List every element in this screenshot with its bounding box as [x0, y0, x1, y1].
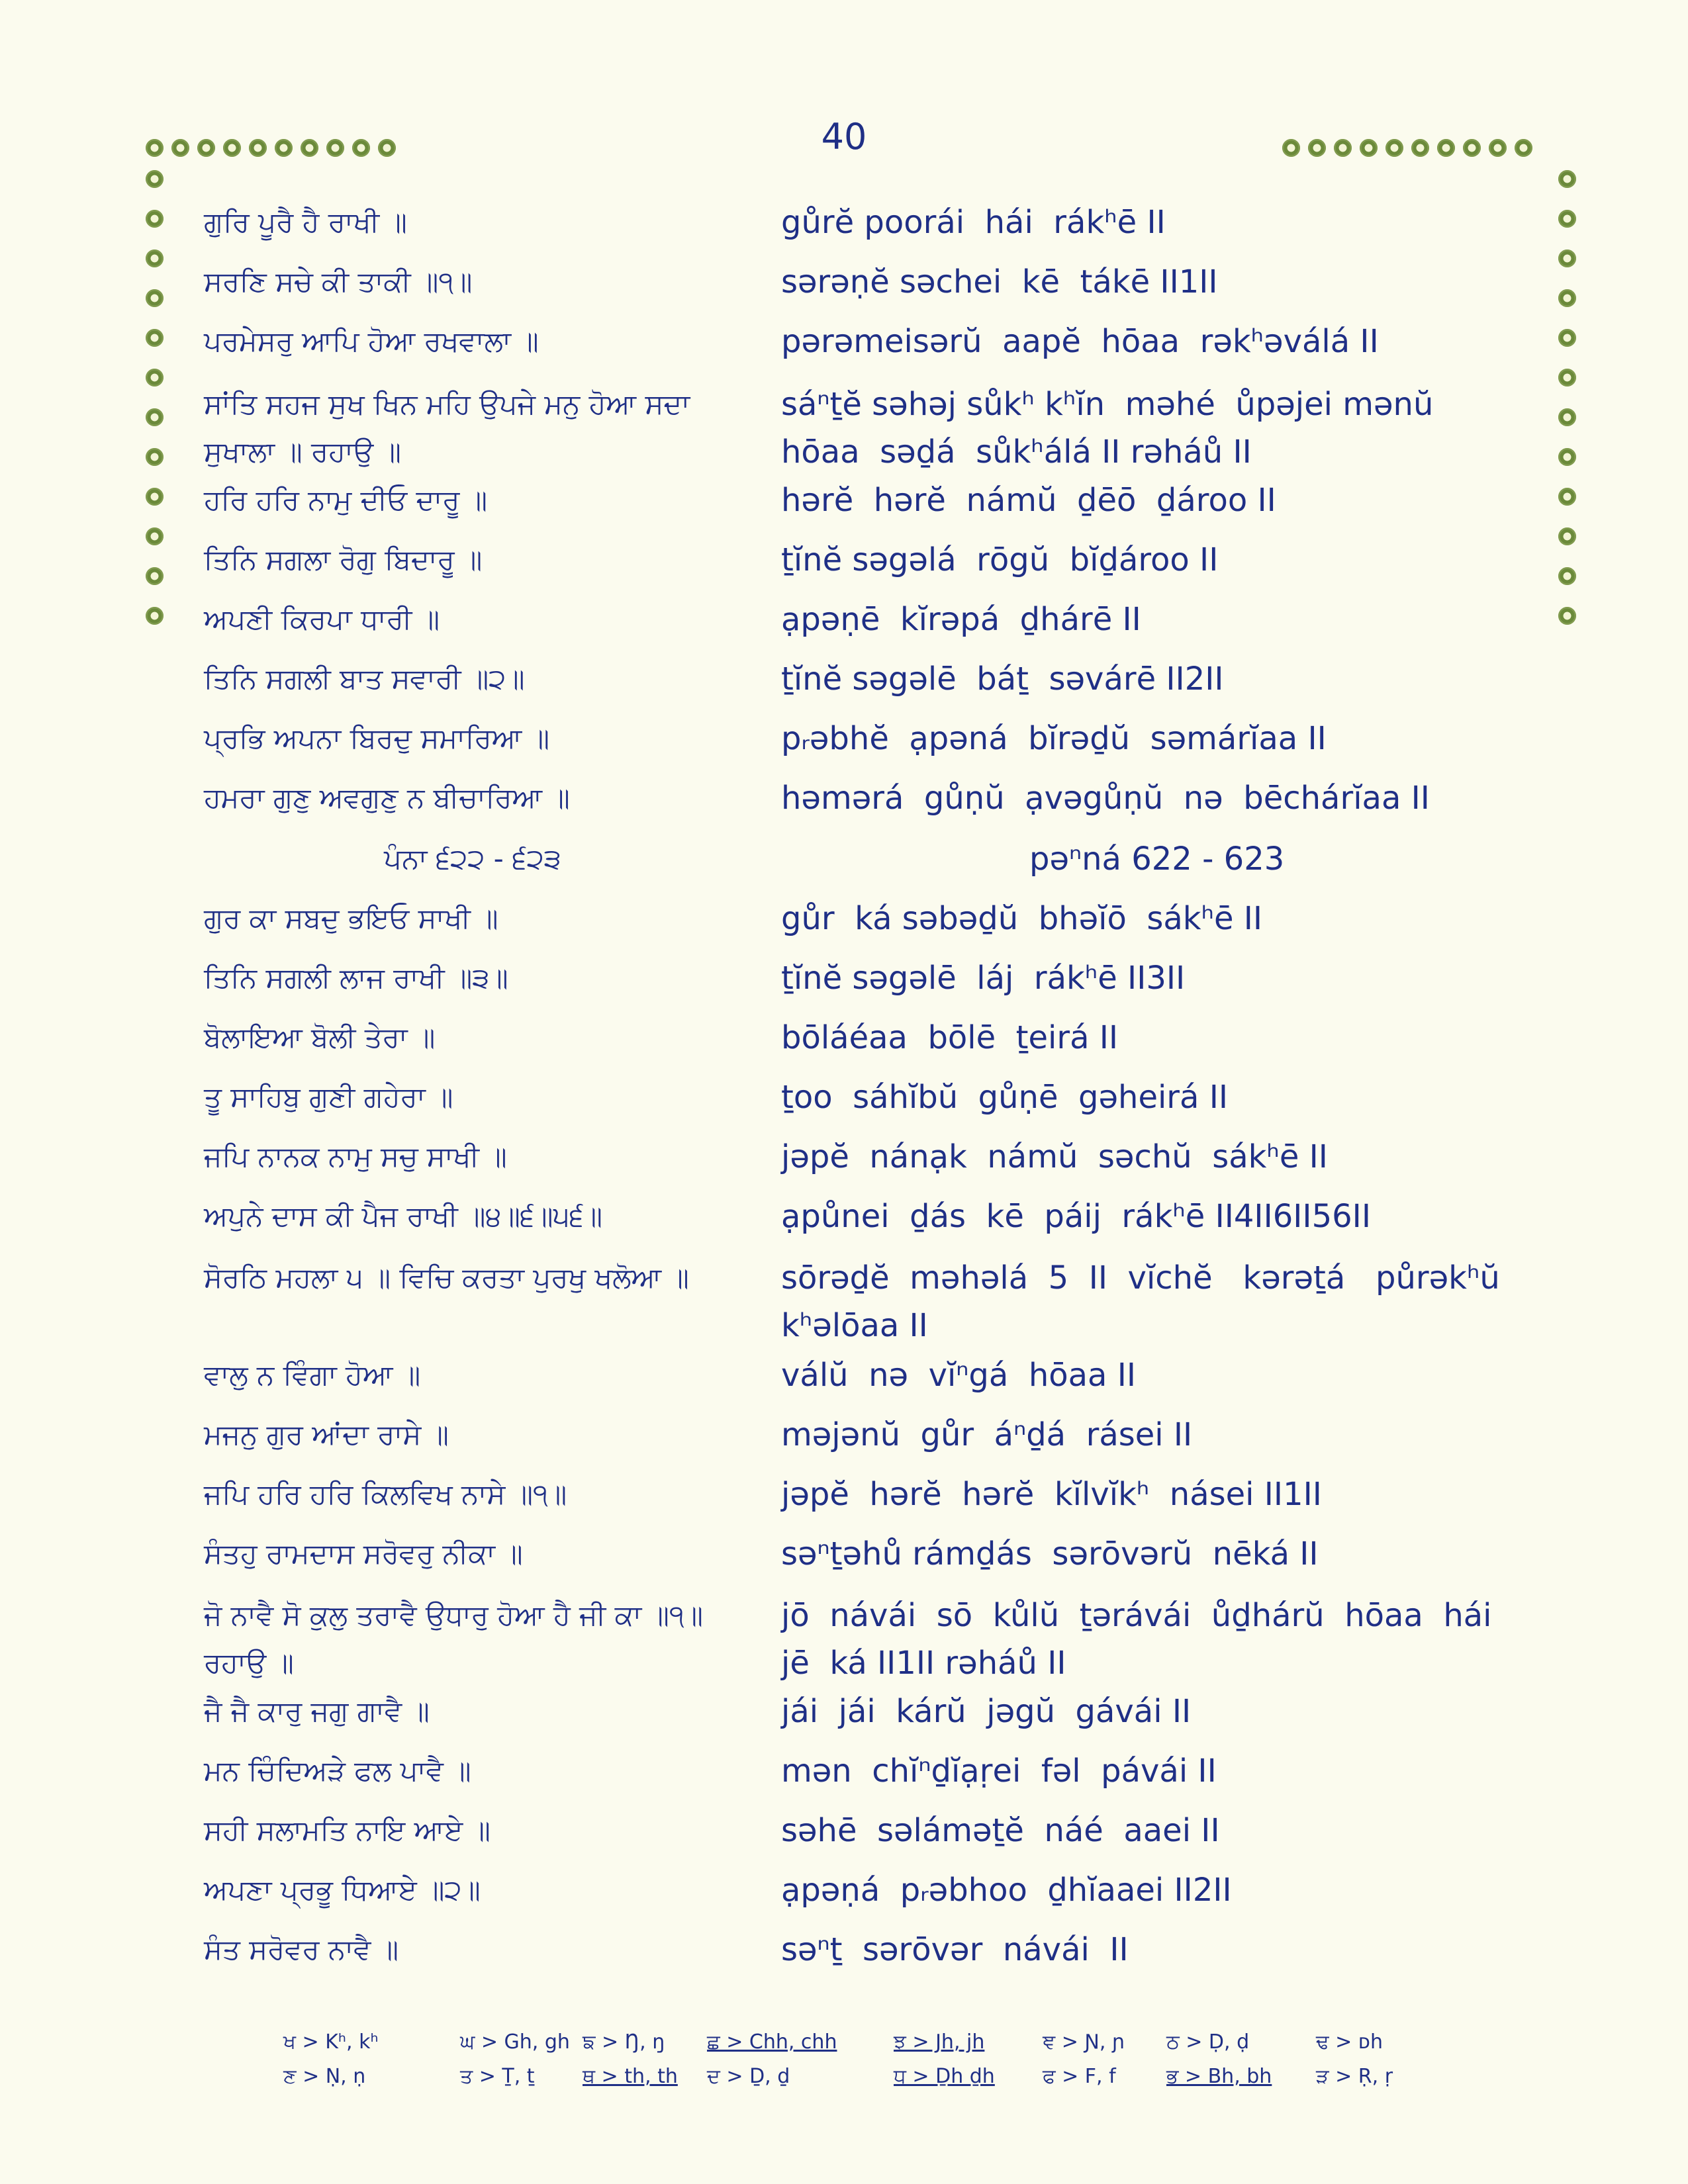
transliteration-text: həmərá gůṇŭ ạvəgůṇŭ nə bēchárĭaa II: [781, 780, 1430, 817]
verse-line: [0, 1530, 1688, 1578]
transliteration-text: səⁿṯəhů rámḏás sərōvərŭ nēká II: [781, 1535, 1319, 1572]
gurmukhi-text: ਹਮਰਾ ਗੁਣੁ ਅਵਗੁਣੁ ਨ ਬੀਚਾਰਿਆ ॥: [204, 782, 570, 814]
gurmukhi-text: ਸੰਤਹੁ ਰਾਮਦਾਸ ਸਰੋਵਰੁ ਨੀਕਾ ॥: [204, 1537, 523, 1570]
flower-ornament: [197, 139, 215, 157]
legend-entry: ਭ > Bh, bh: [1166, 2065, 1272, 2088]
gurmukhi-text: ਪ੍ਰਭਿ ਅਪਨਾ ਬਿਰਦੁ ਸਮਾਰਿਆ ॥: [204, 722, 550, 754]
legend-entry: ਦ > Ḏ, ḏ: [707, 2065, 790, 2088]
flower-ornament: [1463, 139, 1481, 157]
gurmukhi-text: ਜੋ ਨਾਵੈ ਸੋ ਕੁਲੁ ਤਰਾਵੈ ਉਧਾਰੁ ਹੋਆ ਹੈ ਜੀ ਕਾ ॥੧॥ ਰਹਾਉ ॥: [204, 1599, 704, 1679]
transliteration-text: ạpəṇē kĭrəpá ḏhárē II: [781, 601, 1141, 638]
flower-ornament: [146, 170, 164, 188]
verse-line: [0, 1411, 1688, 1459]
flower-ornament: [1411, 139, 1429, 157]
gurmukhi-text: ਜੈ ਜੈ ਕਾਰੁ ਜਗੁ ਗਾਵੈ ॥: [204, 1695, 430, 1727]
legend-entry: ਤ > Ṯ, ṯ: [460, 2065, 535, 2088]
flower-ornament: [1360, 139, 1378, 157]
legend-entry: ਛ > Chh, chh: [707, 2030, 837, 2054]
legend-entry: ਥ > th, th: [583, 2065, 678, 2088]
legend-entry: ੜ > Ṛ, ṛ: [1316, 2065, 1393, 2088]
transliteration-text: pᵣəbhĕ ạpəná bĭrəḏŭ səmárĭaa II: [781, 720, 1327, 757]
gurmukhi-text: ਵਾਲੁ ਨ ਵਿੰਗਾ ਹੋਆ ॥: [204, 1359, 421, 1391]
flower-ornament: [1334, 139, 1352, 157]
gurmukhi-text: ਤਿਨਿ ਸਗਲੀ ਲਾਜ ਰਾਖੀ ॥੩॥: [204, 962, 508, 994]
verse-line: [0, 1254, 1688, 1349]
verse-line: [0, 954, 1688, 1002]
legend-entry: ਧ > Ḏh ḏh: [894, 2065, 995, 2088]
gurmukhi-text: ਗੁਰ ਕਾ ਸਬਦੁ ਭਇਓ ਸਾਖੀ ॥: [204, 902, 498, 934]
flower-ornament: [1515, 139, 1532, 157]
transliteration-text: mən chĭⁿḏĭạṛei fəl pávái II: [781, 1752, 1217, 1790]
transliteration-text: ạpəṇá pᵣəbhoo ḏhĭaaei II2II: [781, 1872, 1232, 1909]
transliteration-text: səⁿṯ sərōvər návái II: [781, 1931, 1129, 1968]
flower-ornament: [1308, 139, 1326, 157]
transliteration-text: səhē səláməṯĕ náé aaei II: [781, 1812, 1220, 1849]
transliteration-text: sōrəḏĕ məhəlá 5 II vĭchĕ kərəṯá půrəkʰŭ kʰəlōaa II: [781, 1259, 1521, 1344]
verse-line: [0, 1747, 1688, 1795]
verse-line: [0, 318, 1688, 365]
verse-line: [0, 596, 1688, 643]
legend-entry: ਣ > Ṇ, ṇ: [283, 2065, 366, 2088]
verse-line: [0, 1193, 1688, 1240]
gurmukhi-text: ਸਾਂਤਿ ਸਹਜ ਸੁਖ ਖਿਨ ਮਹਿ ਉਪਜੇ ਮਨੁ ਹੋਆ ਸਦਾ ਸੁਖਾਲਾ ॥ ਰਹਾਉ ॥: [204, 388, 690, 468]
verse-line: [0, 1014, 1688, 1062]
gurmukhi-text: ਤਿਨਿ ਸਗਲੀ ਬਾਤ ਸਵਾਰੀ ॥੨॥: [204, 662, 525, 695]
transliteration-text: jəpĕ hərĕ hərĕ kĭlvĭkʰ násei II1II: [781, 1476, 1322, 1513]
gurmukhi-text: ਪੰਨਾ ੬੨੨ - ੬੨੩: [384, 842, 561, 875]
gurmukhi-text: ਹਰਿ ਹਰਿ ਨਾਮੁ ਦੀਓ ਦਾਰੂ ॥: [204, 484, 488, 516]
legend-entry: ਞ > Ɲ, ɲ: [1043, 2030, 1125, 2054]
transliteration-text: sáⁿṯĕ səhəj sůkʰ kʰĭn məhé ůpəjei mənŭ hōaa səḏá sůkʰálá II rəháů II: [781, 386, 1454, 471]
flower-ornament: [378, 139, 396, 157]
flower-ornament: [301, 139, 318, 157]
verse-line: [0, 774, 1688, 822]
verse-line: [0, 895, 1688, 942]
gurmukhi-text: ਸਹੀ ਸਲਾਮਤਿ ਨਾਇ ਆਏ ॥: [204, 1814, 491, 1846]
flower-ornament: [1489, 139, 1507, 157]
page-number: 40: [821, 116, 867, 158]
flower-ornament: [249, 139, 267, 157]
flower-ornament: [146, 139, 164, 157]
transliteration-text: pərəmeisərŭ aapĕ hōaa rəkʰəválá II: [781, 323, 1379, 360]
verse-line: [0, 1471, 1688, 1518]
verse-line: [0, 381, 1688, 476]
verse-line: [0, 1688, 1688, 1735]
verse-line: [0, 1807, 1688, 1854]
gurmukhi-text: ਅਪਣੀ ਕਿਰਪਾ ਧਾਰੀ ॥: [204, 603, 440, 635]
gurmukhi-text: ਤਿਨਿ ਸਗਲਾ ਰੋਗੁ ਬਿਦਾਰੂ ॥: [204, 543, 483, 576]
flower-ornament: [1282, 139, 1300, 157]
gurmukhi-text: ਬੋਲਾਇਆ ਬੋਲੀ ਤੇਰਾ ॥: [204, 1021, 436, 1054]
verse-line: [0, 1926, 1688, 1974]
legend-entry: ਘ > Gh, gh: [460, 2030, 570, 2054]
verse-line: [0, 258, 1688, 306]
verse-line: [0, 655, 1688, 703]
legend-entry: ਙ > Ŋ, ŋ: [583, 2030, 665, 2054]
legend-entry: ਫ > F, f: [1043, 2065, 1116, 2088]
transliteration-text: ṯĭnĕ səgəlá rōgŭ bĭḏároo II: [781, 541, 1219, 578]
flower-ornament: [352, 139, 370, 157]
legend-row: [0, 2030, 1688, 2064]
transliteration-text: válŭ nə vĭⁿgá hōaa II: [781, 1357, 1137, 1394]
transliteration-text: ṯĭnĕ səgəlē láj rákʰē II3II: [781, 960, 1186, 997]
flower-ornament: [275, 139, 293, 157]
flower-ornament: [1437, 139, 1455, 157]
transliteration-text: məjənŭ gůr áⁿḏá rásei II: [781, 1416, 1193, 1453]
transliteration-text: gůr ká səbəḏŭ bhəĭō sákʰē II: [781, 900, 1263, 937]
legend-entry: ਢ > ᴅh: [1316, 2030, 1383, 2054]
flower-ornament: [223, 139, 241, 157]
verse-line: [0, 1133, 1688, 1181]
gurmukhi-text: ਪਰਮੇਸਰੁ ਆਪਿ ਹੋਆ ਰਖਵਾਲਾ ॥: [204, 325, 539, 357]
gurmukhi-text: ਸੋਰਠਿ ਮਹਲਾ ੫ ॥ ਵਿਚਿ ਕਰਤਾ ਪੁਰਖੁ ਖਲੋਆ ॥: [204, 1261, 689, 1294]
gurmukhi-text: ਮਜਨੁ ਗੁਰ ਆਂਦਾ ਰਾਸੇ ॥: [204, 1418, 449, 1451]
gurmukhi-text: ਜਪਿ ਨਾਨਕ ਨਾਮੁ ਸਚੁ ਸਾਖੀ ॥: [204, 1140, 507, 1173]
flower-ornament: [326, 139, 344, 157]
transliteration-text: ṯoo sáhĭbŭ gůṇē gəheirá II: [781, 1079, 1229, 1116]
flower-ornament: [171, 139, 189, 157]
legend-entry: ਠ > Ḍ, ḍ: [1166, 2030, 1250, 2054]
transliteration-text: pəⁿná 622 - 623: [1029, 841, 1285, 878]
gurmukhi-text: ਅਪਣਾ ਪ੍ਰਭੂ ਧਿਆਏ ॥੨॥: [204, 1874, 481, 1906]
transliteration-text: hərĕ hərĕ námŭ ḏēō ḏároo II: [781, 482, 1276, 519]
border-top-left: [146, 139, 396, 157]
gurmukhi-text: ਜਪਿ ਹਰਿ ਹਰਿ ਕਿਲਵਿਖ ਨਾਸੇ ॥੧॥: [204, 1478, 567, 1510]
legend-row: [0, 2065, 1688, 2098]
flower-ornament: [1385, 139, 1403, 157]
gurmukhi-text: ਸੰਤ ਸਰੋਵਰ ਨਾਵੈ ॥: [204, 1933, 399, 1966]
transliteration-text: ạpůnei ḏás kē páij rákʰē II4II6II56II: [781, 1198, 1371, 1235]
verse-line: [0, 715, 1688, 762]
transliteration-text: sərəṇĕ səchei kē tákē II1II: [781, 263, 1218, 300]
transliteration-text: jái jái kárŭ jəgŭ gávái II: [781, 1693, 1192, 1730]
verse-line: [0, 1866, 1688, 1914]
verse-line: [0, 1073, 1688, 1121]
verse-line: [0, 477, 1688, 524]
border-top-right: [1282, 139, 1532, 157]
transliteration-text: jəpĕ nánạk námŭ səchŭ sákʰē II: [781, 1138, 1328, 1175]
transliteration-text: bōláéaa bōlē ṯeirá II: [781, 1019, 1119, 1056]
gurmukhi-text: ਮਨ ਚਿੰਦਿਅੜੇ ਫਲ ਪਾਵੈ ॥: [204, 1754, 471, 1787]
transliteration-text: jō návái sō kůlŭ ṯərávái ůḏhárŭ hōaa hái jē ká II1II rəháů II: [781, 1597, 1513, 1682]
verse-line: [0, 1351, 1688, 1399]
verse-line: [0, 1592, 1688, 1687]
verse-line: [0, 835, 1688, 883]
legend-entry: ਝ > Jh, jh: [894, 2030, 985, 2054]
verse-line: [0, 536, 1688, 584]
legend-entry: ਖ > Kʰ, kʰ: [283, 2030, 379, 2054]
flower-ornament: [1558, 170, 1576, 188]
gurmukhi-text: ਗੁਰਿ ਪੂਰੈ ਹੈ ਰਾਖੀ ॥: [204, 206, 407, 238]
verse-line: [0, 199, 1688, 246]
transliteration-text: gůrĕ poorái hái rákʰē II: [781, 204, 1166, 241]
gurmukhi-text: ਤੂ ਸਾਹਿਬੁ ਗੁਣੀ ਗਹੇਰਾ ॥: [204, 1081, 453, 1113]
transliteration-text: ṯĭnĕ səgəlē báṯ səvárē II2II: [781, 660, 1224, 698]
gurmukhi-text: ਅਪੁਨੇ ਦਾਸ ਕੀ ਪੈਜ ਰਾਖੀ ॥੪॥੬॥੫੬॥: [204, 1200, 603, 1232]
gurmukhi-text: ਸਰਣਿ ਸਚੇ ਕੀ ਤਾਕੀ ॥੧॥: [204, 265, 473, 298]
